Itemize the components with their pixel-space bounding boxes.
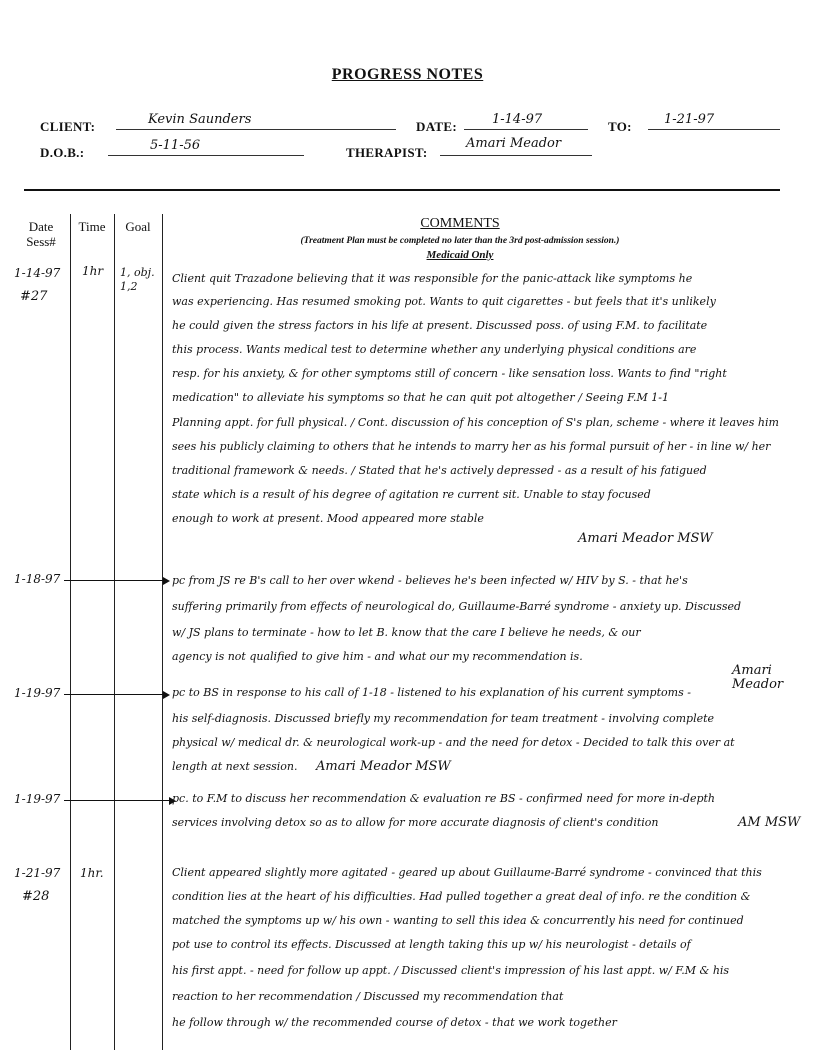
entry-5-date: 1-21-97 bbox=[14, 866, 61, 880]
entry-1-line-8: sees his publicly claiming to others that he intends to marry her as his formal pursuit of her - in line w/ her bbox=[172, 440, 771, 453]
entry-1-line-4: this process. Wants medical test to determine whether any underlying physical conditions are bbox=[172, 343, 697, 356]
entry-1-line-6: medication" to alleviate his symptoms so that he can quit pot altogether / Seeing F.M 1-1 bbox=[172, 391, 669, 404]
entry-1-line-2: was experiencing. Has resumed smoking pot. Wants to quit cigarettes - but feels that it's unlikely bbox=[172, 295, 716, 308]
entry-1-line-9: traditional framework & needs. / Stated that he's actively depressed - as a result of his fatigued bbox=[172, 464, 707, 477]
entry-2-line-3: w/ JS plans to terminate - how to let B. know that the care I believe he needs, & our bbox=[172, 626, 641, 639]
entry-1-line-1: Client quit Trazadone believing that it was responsible for the panic-attack like symptoms he bbox=[172, 272, 693, 285]
form-title: PROGRESS NOTES bbox=[331, 66, 484, 83]
entry-1-line-3: he could given the stress factors in his life at present. Discussed poss. of using F.M. to facilitate bbox=[172, 319, 708, 332]
client-value: Kevin Saunders bbox=[148, 112, 252, 127]
entry-4-signature: AM MSW bbox=[738, 815, 801, 830]
dob-label: D.O.B.: bbox=[40, 145, 85, 160]
therapist-label: THERAPIST: bbox=[346, 145, 428, 160]
date-label: DATE: bbox=[416, 119, 457, 134]
client-label: CLIENT: bbox=[40, 119, 96, 134]
entry-5-session: #28 bbox=[22, 889, 50, 904]
entry-3-line-2: his self-diagnosis. Discussed briefly my recommendation for team treatment - involving complete bbox=[172, 712, 715, 725]
column-goal-header: Goal bbox=[125, 219, 151, 234]
entry-2-line-4: agency is not qualified to give him - and what our my recommendation is. bbox=[172, 650, 583, 663]
entry-1-line-10: state which is a result of his degree of agitation re current sit. Unable to stay focused bbox=[172, 488, 651, 501]
entry-4-arrow bbox=[64, 800, 174, 801]
column-date-header bbox=[18, 219, 64, 249]
column-divider-date bbox=[70, 214, 71, 1050]
date-underline bbox=[464, 129, 588, 130]
entry-2-signature: Amari Meador bbox=[732, 663, 784, 692]
entry-1-line-7: Planning appt. for full physical. / Cont. discussion of his conception of S's plan, scheme - where it leaves him bbox=[172, 416, 779, 429]
entry-1-goal: 1, obj. 1,2 bbox=[120, 266, 155, 293]
therapist-value: Amari Meador bbox=[466, 136, 562, 151]
entry-2-line-2: suffering primarily from effects of neurological do, Guillaume-Barré syndrome - anxiety up. Discussed bbox=[172, 600, 742, 613]
entry-1-date: 1-14-97 bbox=[14, 266, 61, 280]
entry-1-line-5: resp. for his anxiety, & for other symptoms still of concern - like sensation loss. Wants to find "right bbox=[172, 367, 727, 380]
entry-4-line-2: services involving detox so as to allow for more accurate diagnosis of client's condition bbox=[172, 816, 659, 829]
entry-2-arrow bbox=[64, 580, 168, 581]
entry-3-signature: Amari Meador MSW bbox=[316, 759, 451, 774]
to-underline bbox=[648, 129, 780, 130]
comments-header: COMMENTS bbox=[420, 216, 500, 231]
entry-5-line-7: he follow through w/ the recommended course of detox - that we work together bbox=[172, 1016, 617, 1029]
date-value: 1-14-97 bbox=[492, 112, 543, 127]
entry-3-line-3: physical w/ medical dr. & neurological work-up - and the need for detox - Decided to talk this over at bbox=[172, 736, 735, 749]
therapist-underline bbox=[440, 155, 592, 156]
column-time-header: Time bbox=[78, 219, 106, 234]
medicaid-only-label: Medicaid Only bbox=[426, 249, 494, 261]
entry-2-line-1: pc from JS re B's call to her over wkend - believes he's been infected w/ HIV by S. - that he's bbox=[172, 574, 688, 587]
entry-5-line-6: reaction to her recommendation / Discussed my recommendation that bbox=[172, 990, 564, 1003]
entry-4-line-1: pc. to F.M to discuss her recommendation & evaluation re BS - confirmed need for more in-depth bbox=[172, 792, 716, 805]
entry-3-date: 1-19-97 bbox=[14, 686, 61, 700]
entry-5-line-3: matched the symptoms up w/ his own - wanting to sell this idea & concurrently his need for continued bbox=[172, 914, 744, 927]
entry-1-time: 1hr bbox=[82, 264, 104, 278]
date-header-text: Date bbox=[28, 219, 54, 234]
client-underline bbox=[116, 129, 396, 130]
entry-2-date: 1-18-97 bbox=[14, 572, 61, 586]
entry-3-arrow bbox=[64, 694, 168, 695]
dob-value: 5-11-56 bbox=[150, 138, 201, 153]
entry-5-time: 1hr. bbox=[80, 866, 104, 880]
entry-3-line-1: pc to BS in response to his call of 1-18 - listened to his explanation of his current symptoms - bbox=[172, 686, 691, 699]
entry-5-line-4: pot use to control its effects. Discussed at length taking this up w/ his neurologist - details of bbox=[172, 938, 691, 951]
entry-5-line-1: Client appeared slightly more agitated - geared up about Guillaume-Barré syndrome - convinced that this bbox=[172, 866, 762, 879]
header-divider bbox=[24, 189, 780, 191]
to-value: 1-21-97 bbox=[664, 112, 715, 127]
to-label: TO: bbox=[608, 119, 632, 134]
entry-1-line-11: enough to work at present. Mood appeared more stable bbox=[172, 512, 484, 525]
column-divider-goal bbox=[162, 214, 163, 1050]
entry-4-date: 1-19-97 bbox=[14, 792, 61, 806]
treatment-plan-note: (Treatment Plan must be completed no later than the 3rd post-admission session.) bbox=[300, 236, 620, 246]
dob-underline bbox=[108, 155, 304, 156]
entry-1-signature: Amari Meador MSW bbox=[578, 531, 713, 546]
entry-3-line-4: length at next session. bbox=[172, 760, 298, 773]
entry-5-line-2: condition lies at the heart of his difficulties. Had pulled together a great deal of info. re the condition & bbox=[172, 890, 751, 903]
column-divider-time bbox=[114, 214, 115, 1050]
entry-1-session: #27 bbox=[20, 289, 48, 304]
entry-5-line-5: his first appt. - need for follow up appt. / Discussed client's impression of his last appt. w/ F.M & his bbox=[172, 964, 730, 977]
sess-header-text: Sess# bbox=[26, 234, 56, 249]
